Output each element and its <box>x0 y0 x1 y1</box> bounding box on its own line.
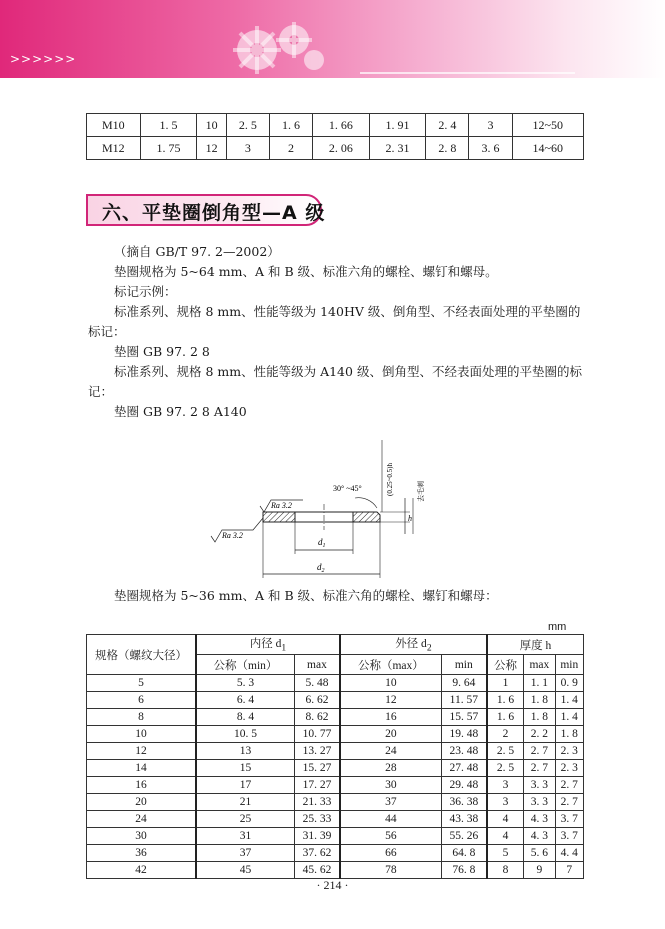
table-cell: 10. 77 <box>294 726 340 743</box>
table-cell: 8. 4 <box>196 709 294 726</box>
page-number: · 214 · <box>316 878 349 892</box>
table-cell: 17. 27 <box>294 777 340 794</box>
table-cell: 24 <box>340 743 441 760</box>
sub-h-max: max <box>524 655 555 675</box>
table-cell: 2. 4 <box>426 114 469 137</box>
table-cell: 13 <box>196 743 294 760</box>
top-table <box>86 113 584 160</box>
table-cell: M12 <box>87 137 141 160</box>
table-cell: 56 <box>340 828 441 845</box>
table-cell: 36. 38 <box>441 794 487 811</box>
table-cell: 24 <box>87 811 197 828</box>
roughness-top-label: Ra 3.2 <box>271 501 292 510</box>
angle-label: 30° ~45° <box>333 484 362 493</box>
table-cell: 1. 8 <box>524 709 555 726</box>
table-cell: 5. 3 <box>196 675 294 692</box>
table-cell: 4 <box>487 811 524 828</box>
table-cell: 19. 48 <box>441 726 487 743</box>
sub-h-min: min <box>555 655 583 675</box>
example-mark-1: 垫圈 GB 97. 2 8 <box>114 344 210 359</box>
table-cell: 42 <box>87 862 197 879</box>
table-cell: 4 <box>487 828 524 845</box>
table-cell: 1. 91 <box>369 114 426 137</box>
table-cell: 28 <box>340 760 441 777</box>
table-cell: 25. 33 <box>294 811 340 828</box>
table-cell: 0. 9 <box>555 675 583 692</box>
table-row <box>87 777 584 794</box>
table-cell: 14~60 <box>512 137 583 160</box>
table-cell: 45 <box>196 862 294 879</box>
table-cell: 30 <box>340 777 441 794</box>
section-title: 六、平垫圈倒角型—A 级 <box>102 202 326 224</box>
table-cell: 5 <box>487 845 524 862</box>
table-cell: 1. 5 <box>140 114 197 137</box>
table-cell: 37. 62 <box>294 845 340 862</box>
table-cell: 21 <box>196 794 294 811</box>
table-cell: 43. 38 <box>441 811 487 828</box>
table-cell: 76. 8 <box>441 862 487 879</box>
table-cell: 15. 57 <box>441 709 487 726</box>
table-row <box>87 114 584 137</box>
head-d1: 内径 $d_1$ <box>196 635 340 655</box>
table-cell: 23. 48 <box>441 743 487 760</box>
head-h: 厚度 h <box>487 635 584 655</box>
table-cell: 3. 7 <box>555 811 583 828</box>
example-paragraph-2: 标准系列、规格 8 mm、性能等级为 A140 级、倒角型、不经表面处理的平垫圈的标记： <box>88 364 582 399</box>
table-intro-text: 垫圈规格为 5~36 mm、A 和 B 级、标准六角的螺栓、螺钉和螺母： <box>114 588 498 603</box>
table-cell: 4. 3 <box>524 811 555 828</box>
table-cell: 2. 2 <box>524 726 555 743</box>
table-cell: 3. 7 <box>555 828 583 845</box>
table-row <box>87 743 584 760</box>
table-cell: 11. 57 <box>441 692 487 709</box>
table-cell: 1. 4 <box>555 709 583 726</box>
table-cell: 7 <box>555 862 583 879</box>
table-cell: 3. 3 <box>524 777 555 794</box>
table-cell: 20 <box>340 726 441 743</box>
header-banner <box>0 0 665 78</box>
chamfer-label: (0.25~0.5)h <box>386 463 394 496</box>
table-cell: 12 <box>87 743 197 760</box>
table-row <box>87 726 584 743</box>
table-cell: 9 <box>524 862 555 879</box>
table-cell: 2 <box>269 137 312 160</box>
table-cell: 10 <box>197 114 226 137</box>
table-cell: 15. 27 <box>294 760 340 777</box>
table-cell: 3. 3 <box>524 794 555 811</box>
unit-label: mm <box>548 621 567 633</box>
table-cell: 1. 6 <box>487 692 524 709</box>
table-cell: 1. 1 <box>524 675 555 692</box>
scope-paragraph: 垫圈规格为 5~64 mm、A 和 B 级、标准六角的螺栓、螺钉和螺母。 <box>114 264 498 279</box>
table-cell: 3 <box>469 114 512 137</box>
deburr-label: 去毛刺 <box>417 481 425 502</box>
washer-right-section <box>353 512 380 522</box>
table-cell: 78 <box>340 862 441 879</box>
table-intro <box>88 586 588 606</box>
table-cell: 29. 48 <box>441 777 487 794</box>
table-cell: 2 <box>487 726 524 743</box>
table-cell: 2. 7 <box>524 743 555 760</box>
table-cell: 13. 27 <box>294 743 340 760</box>
table-row <box>87 675 584 692</box>
table-cell: 4. 3 <box>524 828 555 845</box>
table-cell: 5. 6 <box>524 845 555 862</box>
d2-label: $d_2$ <box>317 562 325 574</box>
sub-h-nominal: 公称 <box>487 655 524 675</box>
table-row <box>87 828 584 845</box>
h-label: h <box>408 514 412 523</box>
table-row <box>87 862 584 879</box>
table-cell: 8. 62 <box>294 709 340 726</box>
table-cell: 2. 3 <box>555 743 583 760</box>
table-cell: 12 <box>340 692 441 709</box>
table-cell: 14 <box>87 760 197 777</box>
table-cell: 2. 31 <box>369 137 426 160</box>
chevron-decoration: >>>>>> <box>10 52 77 66</box>
table-cell: 12~50 <box>512 114 583 137</box>
roughness-left-label: Ra 3.2 <box>222 531 243 540</box>
table-cell: 2. 06 <box>312 137 369 160</box>
table-cell: 2. 3 <box>555 760 583 777</box>
table-cell: 55. 26 <box>441 828 487 845</box>
example-paragraph-1: 标准系列、规格 8 mm、性能等级为 140HV 级、倒角型、不经表面处理的平垫圈的标记： <box>88 304 581 339</box>
table-cell: 5. 48 <box>294 675 340 692</box>
table-cell: 2. 8 <box>426 137 469 160</box>
sub-d1-nominal: 公称（min） <box>196 655 294 675</box>
header-rule <box>360 72 575 74</box>
table-cell: 64. 8 <box>441 845 487 862</box>
table-cell: 12 <box>197 137 226 160</box>
table-row <box>87 709 584 726</box>
table-cell: 1. 66 <box>312 114 369 137</box>
d1-label: $d_1$ <box>318 537 326 549</box>
table-cell: 16 <box>340 709 441 726</box>
table-cell: 2. 7 <box>555 777 583 794</box>
table-cell: 6. 4 <box>196 692 294 709</box>
section-heading <box>86 190 331 232</box>
table-row <box>87 692 584 709</box>
table-cell: 8 <box>87 709 197 726</box>
table-row <box>87 845 584 862</box>
table-cell: 10 <box>87 726 197 743</box>
head-d2: 外径 $d_2$ <box>340 635 487 655</box>
sub-d1-max: max <box>294 655 340 675</box>
gear-icon <box>222 16 332 76</box>
table-cell: 37 <box>196 845 294 862</box>
source-note: （摘自 GB/T 97. 2—2002） <box>114 244 280 259</box>
table-row <box>87 137 584 160</box>
table-cell: 2. 5 <box>487 743 524 760</box>
table-cell: 2. 5 <box>226 114 269 137</box>
table-cell: 16 <box>87 777 197 794</box>
table-cell: 1. 6 <box>487 709 524 726</box>
table-cell: 5 <box>87 675 197 692</box>
body-text <box>88 242 588 422</box>
table-cell: 6 <box>87 692 197 709</box>
table-cell: 8 <box>487 862 524 879</box>
table-cell: 1. 8 <box>555 726 583 743</box>
table-cell: 3 <box>487 794 524 811</box>
table-cell: 25 <box>196 811 294 828</box>
table-cell: 31. 39 <box>294 828 340 845</box>
table-cell: 17 <box>196 777 294 794</box>
table-cell: 15 <box>196 760 294 777</box>
sub-d2-min: min <box>441 655 487 675</box>
table-cell: 3 <box>487 777 524 794</box>
table-cell: 4. 4 <box>555 845 583 862</box>
table-cell: 31 <box>196 828 294 845</box>
table-cell: 9. 64 <box>441 675 487 692</box>
table-cell: 36 <box>87 845 197 862</box>
example-mark-2: 垫圈 GB 97. 2 8 A140 <box>114 404 247 419</box>
table-cell: 66 <box>340 845 441 862</box>
table-cell: 21. 33 <box>294 794 340 811</box>
table-cell: 1. 6 <box>269 114 312 137</box>
washer-table <box>86 634 584 879</box>
table-cell: 37 <box>340 794 441 811</box>
table-row <box>87 811 584 828</box>
washer-drawing <box>205 438 470 580</box>
table-cell: 1 <box>487 675 524 692</box>
table-cell: 2. 7 <box>524 760 555 777</box>
table-cell: 10. 5 <box>196 726 294 743</box>
table-cell: 1. 4 <box>555 692 583 709</box>
sub-d2-nominal: 公称（max） <box>340 655 441 675</box>
table-cell: 2. 7 <box>555 794 583 811</box>
table-row <box>87 760 584 777</box>
example-label: 标记示例： <box>114 284 177 299</box>
washer-left-section <box>263 512 295 522</box>
table-cell: 3. 6 <box>469 137 512 160</box>
table-cell: M10 <box>87 114 141 137</box>
table-cell: 6. 62 <box>294 692 340 709</box>
table-cell: 44 <box>340 811 441 828</box>
table-cell: 2. 5 <box>487 760 524 777</box>
table-cell: 10 <box>340 675 441 692</box>
table-cell: 30 <box>87 828 197 845</box>
table-cell: 45. 62 <box>294 862 340 879</box>
table-cell: 1. 8 <box>524 692 555 709</box>
head-spec: 规格（螺纹大径） <box>87 635 197 675</box>
table-cell: 20 <box>87 794 197 811</box>
table-cell: 1. 75 <box>140 137 197 160</box>
table-row <box>87 794 584 811</box>
table-cell: 3 <box>226 137 269 160</box>
table-cell: 27. 48 <box>441 760 487 777</box>
